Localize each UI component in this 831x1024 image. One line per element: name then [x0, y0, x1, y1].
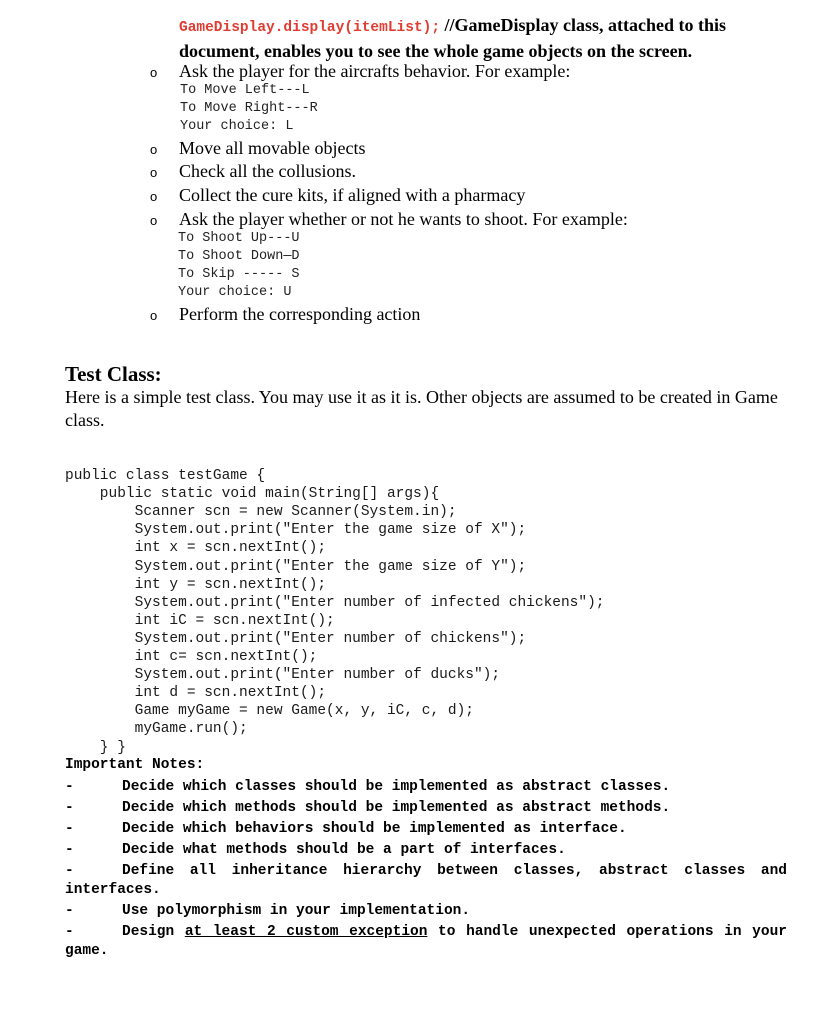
- bullet-collisions: [150, 160, 356, 184]
- bullet-ask-shoot: [150, 208, 628, 232]
- code-line: System.out.print("Enter the game size of X");: [65, 522, 527, 539]
- bullet-marker: o: [150, 308, 158, 323]
- test-class-heading: Test Class:: [65, 362, 162, 386]
- note-dash: -: [65, 842, 74, 858]
- test-class-intro: Here is a simple test class. You may use it as it is. Other objects are assumed to be created in Game class.: [65, 387, 778, 430]
- display-instruction: [179, 14, 799, 63]
- bullet-ask-behavior: [150, 60, 570, 84]
- note-item: [65, 778, 787, 797]
- bullet-text: Ask the player for the aircrafts behavior. For example:: [179, 61, 571, 81]
- note-dash: -: [65, 903, 74, 919]
- code-line: System.out.print("Enter number of ducks");: [65, 667, 501, 684]
- note-dash: -: [65, 779, 74, 795]
- note-text-underlined: at least 2 custom exception: [184, 924, 428, 940]
- test-class-code: [65, 449, 605, 775]
- note-text: Define all inheritance hierarchy between classes, abstract classes and interfaces.: [65, 863, 787, 898]
- code-line: System.out.print("Enter number of chickens");: [65, 630, 527, 647]
- bullet-marker: o: [150, 165, 158, 180]
- note-text: Decide which behaviors should be implemented as interface.: [122, 821, 627, 837]
- bullet-marker: o: [150, 65, 158, 80]
- code-line: Game myGame = new Game(x, y, iC, c, d);: [65, 703, 474, 720]
- code-line: int y = scn.nextInt();: [65, 576, 327, 593]
- bullet-marker: o: [150, 213, 158, 228]
- note-text: Decide which classes should be implemented as abstract classes.: [122, 779, 671, 795]
- note-item: [65, 902, 787, 921]
- example-line: To Shoot Down—D: [178, 249, 300, 264]
- note-dash: -: [65, 800, 74, 816]
- code-line: int c= scn.nextInt();: [65, 649, 318, 666]
- code-line: int iC = scn.nextInt();: [65, 612, 335, 629]
- note-text: Decide which methods should be implemented as abstract methods.: [122, 800, 671, 816]
- behavior-example: [180, 82, 318, 136]
- code-line: int x = scn.nextInt();: [65, 540, 327, 557]
- example-line: Your choice: L: [180, 119, 294, 134]
- note-item: [65, 862, 787, 900]
- note-dash: -: [65, 863, 74, 879]
- example-line: To Move Left---L: [180, 83, 310, 98]
- note-dash: -: [65, 821, 74, 837]
- notes-heading: Important Notes:: [65, 757, 205, 773]
- note-text: [65, 923, 787, 961]
- bullet-text: Move all movable objects: [179, 138, 366, 158]
- code-line: System.out.print("Enter the game size of Y");: [65, 558, 527, 575]
- note-text: Use polymorphism in your implementation.: [122, 903, 471, 919]
- note-text-after: to handle unexpected operations in your game.: [65, 924, 787, 959]
- bullet-marker: o: [150, 189, 158, 204]
- code-line: myGame.run();: [65, 721, 248, 738]
- note-text-before: Design: [122, 924, 185, 940]
- note-text: Decide what methods should be a part of interfaces.: [122, 842, 566, 858]
- display-comment: //GameDisplay class, attached to this document, enables you to see the whole game objects on the screen.: [179, 15, 727, 61]
- code-line: } }: [65, 739, 126, 756]
- bullet-text: Ask the player whether or not he wants to shoot. For example:: [179, 209, 628, 229]
- bullet-collect: [150, 184, 525, 208]
- note-item: [65, 820, 787, 839]
- bullet-text: Check all the collusions.: [179, 161, 356, 181]
- bullet-text: Collect the cure kits, if aligned with a pharmacy: [179, 185, 526, 205]
- shoot-example: [178, 230, 300, 302]
- example-line: To Move Right---R: [180, 101, 318, 116]
- note-item: [65, 841, 787, 860]
- example-line: To Skip ----- S: [178, 267, 300, 282]
- code-line: public static void main(String[] args){: [65, 486, 440, 503]
- code-line: public class testGame {: [65, 468, 266, 485]
- display-call-code: GameDisplay.display(itemList);: [179, 20, 441, 36]
- bullet-perform: [150, 303, 420, 327]
- bullet-text: Perform the corresponding action: [179, 304, 421, 324]
- note-item: [65, 799, 787, 818]
- note-item-exception: [65, 923, 787, 961]
- example-line: To Shoot Up---U: [178, 231, 300, 246]
- code-line: System.out.print("Enter number of infected chickens");: [65, 594, 605, 611]
- bullet-marker: o: [150, 142, 158, 157]
- note-dash: -: [65, 924, 74, 940]
- bullet-move: [150, 137, 365, 161]
- code-line: Scanner scn = new Scanner(System.in);: [65, 504, 457, 521]
- example-line: Your choice: U: [178, 285, 292, 300]
- code-line: int d = scn.nextInt();: [65, 685, 327, 702]
